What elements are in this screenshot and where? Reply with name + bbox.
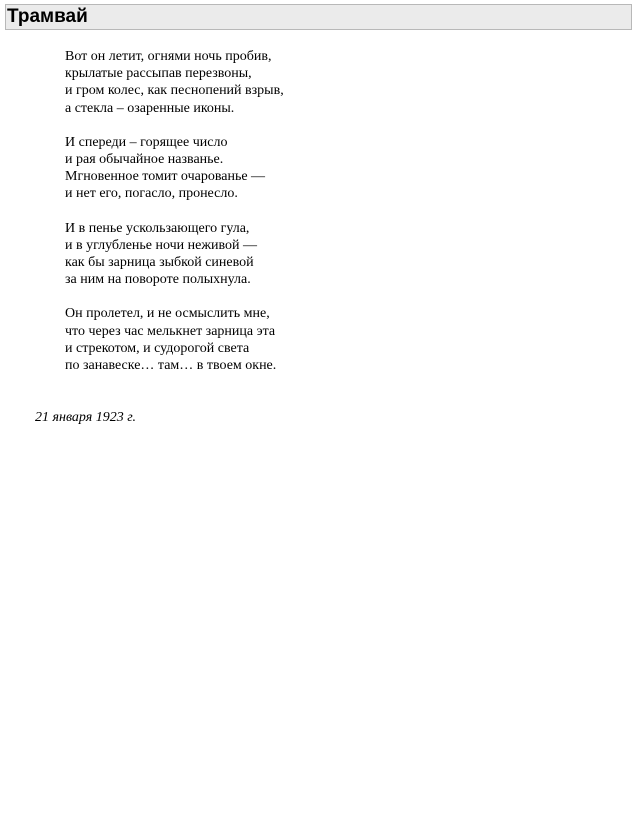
poem-body (65, 48, 585, 391)
stanza-1 (65, 48, 585, 117)
poem-line: и нет его, погасло, пронесло. (65, 186, 238, 202)
poem-line: что через час мелькнет зарница эта (65, 323, 276, 339)
poem-line: и гром колес, как песнопений взрыв, (65, 83, 284, 99)
page-title: Трамвай (7, 6, 88, 27)
poem-date: 21 января 1923 г. (35, 410, 137, 425)
poem-line: Он пролетел, и не осмыслить мне, (65, 306, 270, 322)
poem-line: и рая обычайное названье. (65, 152, 224, 168)
poem-line: Мгновенное томит очарованье — (65, 169, 266, 185)
poem-line: и в углубленье ночи неживой — (65, 237, 258, 253)
stanza-4 (65, 305, 585, 374)
poem-line: а стекла – озаренные иконы. (65, 100, 235, 116)
title-bar (5, 4, 632, 30)
poem-line: по занавеске… там… в твоем окне. (65, 358, 277, 374)
poem-line: как бы зарница зыбкой синевой (65, 255, 254, 271)
poem-line: И в пенье ускользающего гула, (65, 220, 250, 236)
stanza-2 (65, 134, 585, 203)
poem-line: и стрекотом, и судорогой света (65, 340, 250, 356)
poem-line: крылатые рассыпав перезвоны, (65, 66, 252, 82)
poem-line: за ним на повороте полыхнула. (65, 272, 251, 288)
stanza-3 (65, 220, 585, 289)
poem-line: И спереди – горящее число (65, 134, 228, 150)
poem-line: Вот он летит, огнями ночь пробив, (65, 49, 272, 64)
